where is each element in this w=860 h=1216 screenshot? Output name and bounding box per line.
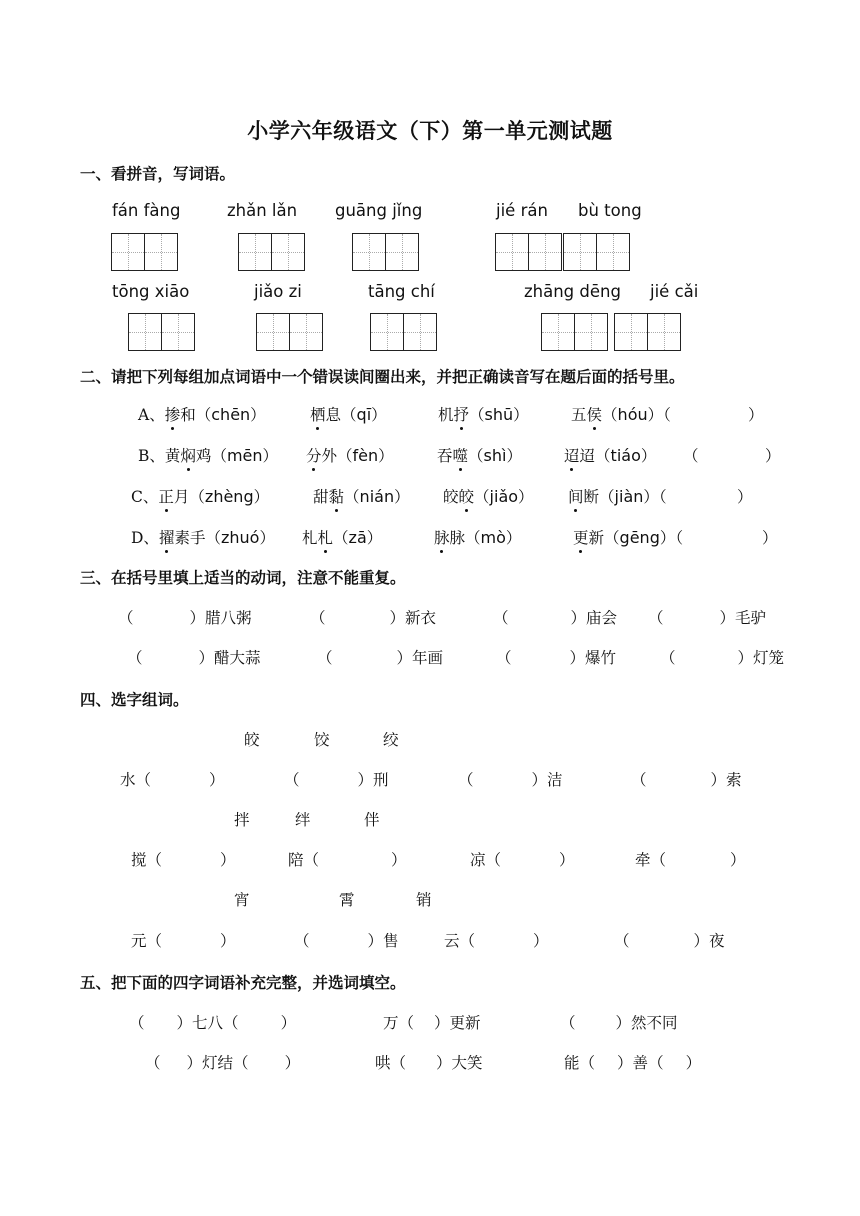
writing-grid[interactable] — [541, 313, 608, 351]
section-3-heading: 三、在括号里填上适当的动词，注意不能重复。 — [80, 569, 406, 587]
fill-item[interactable]: 陪（ ） — [288, 851, 407, 869]
option-c-2: 甜黏（nián） — [313, 487, 410, 506]
pinyin: tōng xiāo — [112, 282, 190, 301]
choice-char: 拌 — [234, 811, 250, 829]
writing-grid[interactable] — [495, 233, 562, 271]
fill-item[interactable]: （ ）爆竹 — [496, 649, 617, 667]
choice-char: 销 — [416, 891, 432, 909]
choice-char: 绊 — [295, 811, 311, 829]
fill-item[interactable]: 搅（ ） — [131, 851, 236, 869]
fill-item[interactable]: 水（ ） — [120, 771, 225, 789]
fill-item[interactable]: 牵（ ） — [635, 851, 746, 869]
idiom-fill[interactable]: 哄（ ）大笑 — [375, 1054, 483, 1072]
section-4-heading: 四、选字组词。 — [80, 691, 189, 709]
pinyin: bù tong — [578, 201, 642, 220]
writing-grid[interactable] — [352, 233, 419, 271]
pinyin: zhǎn lǎn — [227, 201, 298, 220]
pinyin: jiǎo zi — [254, 282, 302, 301]
fill-item[interactable]: （ ）庙会 — [493, 609, 618, 627]
option-b-4: 迢迢（tiáo） — [564, 446, 657, 465]
pinyin: fán fàng — [112, 201, 181, 220]
writing-grid[interactable] — [111, 233, 178, 271]
writing-grid[interactable] — [614, 313, 681, 351]
fill-item[interactable]: （ ）年画 — [317, 649, 444, 667]
pinyin: jié rán — [496, 201, 548, 220]
idiom-fill[interactable]: 能（ ）善（ ） — [564, 1054, 702, 1072]
writing-grid[interactable] — [370, 313, 437, 351]
option-a-4: 五侯（hóu）（ — [571, 405, 671, 424]
fill-item[interactable]: （ ）刑 — [284, 771, 389, 789]
option-b-2: 分外（fèn） — [306, 446, 394, 465]
fill-item[interactable]: （ ）灯笼 — [660, 649, 785, 667]
page-title: 小学六年级语文（下）第一单元测试题 — [247, 119, 613, 143]
fill-item[interactable]: （ ）洁 — [458, 771, 563, 789]
fill-item[interactable]: （ ）索 — [631, 771, 742, 789]
fill-item[interactable]: （ ）毛驴 — [648, 609, 767, 627]
answer-bracket[interactable]: ） — [765, 447, 781, 465]
option-c: C、正月（zhèng） — [131, 487, 270, 506]
choice-char: 皎 — [244, 731, 260, 749]
idiom-fill[interactable]: （ ）灯结（ ） — [145, 1054, 301, 1072]
pinyin: zhāng dēng — [524, 282, 621, 301]
option-d-4: 更新（gēng）（ — [573, 528, 684, 547]
idiom-fill[interactable]: 万（ ）更新 — [383, 1014, 481, 1032]
answer-bracket[interactable]: （ — [683, 447, 699, 465]
writing-grid[interactable] — [563, 233, 630, 271]
fill-item[interactable]: 元（ ） — [131, 932, 236, 950]
pinyin: jié cǎi — [650, 282, 699, 301]
fill-item[interactable]: （ ）售 — [294, 932, 399, 950]
idiom-fill[interactable]: （ ）七八（ ） — [129, 1014, 297, 1032]
pinyin: guāng jǐng — [335, 201, 423, 220]
choice-char: 伴 — [364, 811, 380, 829]
choice-char: 饺 — [314, 731, 330, 749]
choice-char: 宵 — [234, 891, 250, 909]
answer-bracket[interactable]: ） — [748, 406, 764, 424]
answer-bracket[interactable]: ） — [737, 488, 753, 506]
option-b: B、黄焖鸡（mēn） — [138, 446, 279, 465]
section-1-heading: 一、看拼音，写词语。 — [80, 165, 236, 183]
option-d-2: 札札（zā） — [302, 528, 383, 547]
fill-item[interactable]: 云（ ） — [444, 932, 549, 950]
pinyin: tāng chí — [368, 282, 435, 301]
writing-grid[interactable] — [238, 233, 305, 271]
section-2-heading: 二、请把下列每组加点词语中一个错误读间圈出来，并把正确读音写在题后面的括号里。 — [80, 368, 685, 386]
option-c-3: 皎皎（jiǎo） — [443, 487, 534, 506]
fill-item[interactable]: （ ）醋大蒜 — [127, 649, 261, 667]
idiom-fill[interactable]: （ ）然不同 — [560, 1014, 678, 1032]
fill-item[interactable]: （ ）新衣 — [310, 609, 437, 627]
fill-item[interactable]: （ ）夜 — [614, 932, 725, 950]
option-d: D、擢素手（zhuó） — [131, 528, 275, 547]
option-c-4: 间断（jiàn）（ — [568, 487, 667, 506]
option-a-2: 栖息（qī） — [310, 405, 387, 424]
writing-grid[interactable] — [256, 313, 323, 351]
option-a-3: 机抒（shū） — [438, 405, 529, 424]
answer-bracket[interactable]: ） — [762, 529, 778, 547]
fill-item[interactable]: 凉（ ） — [470, 851, 575, 869]
section-5-heading: 五、把下面的四字词语补充完整，并选词填空。 — [80, 974, 406, 992]
choice-char: 绞 — [383, 731, 399, 749]
choice-char: 霄 — [339, 891, 355, 909]
fill-item[interactable]: （ ）腊八粥 — [118, 609, 252, 627]
option-a: A、掺和（chēn） — [138, 405, 266, 424]
writing-grid[interactable] — [128, 313, 195, 351]
option-b-3: 吞噬（shì） — [437, 446, 522, 465]
option-d-3: 脉脉（mò） — [434, 528, 522, 547]
